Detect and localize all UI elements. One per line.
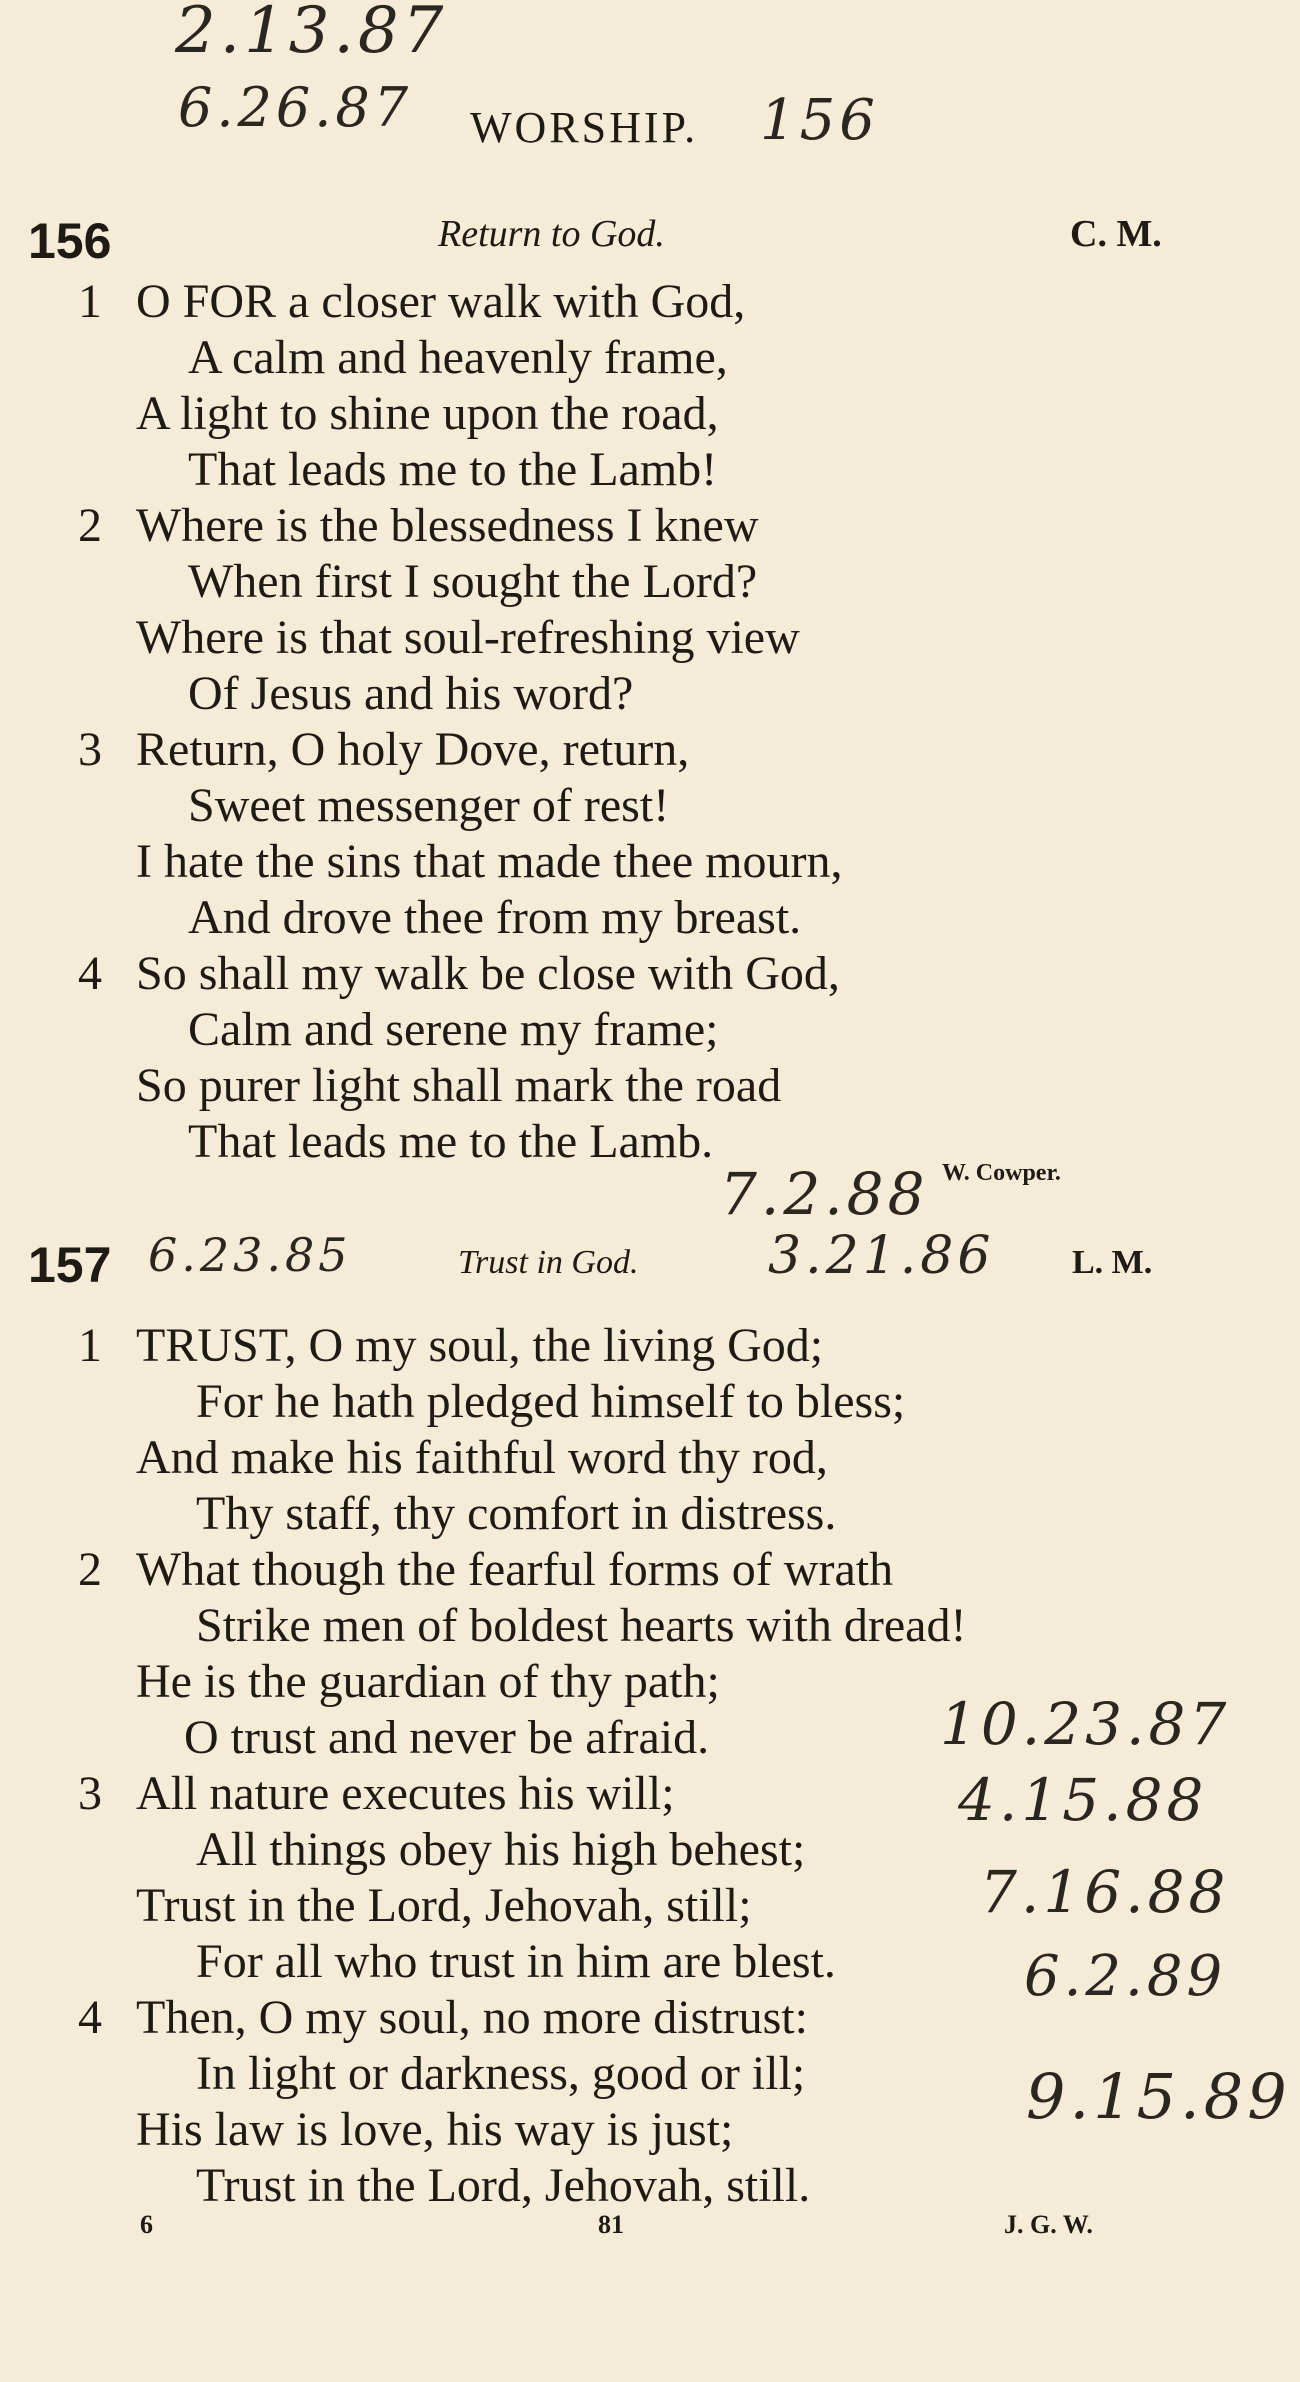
- footer-signature-mark: 6: [140, 2210, 153, 2239]
- verse-line: 4 Then, O my soul, no more distrust:: [78, 1991, 808, 2044]
- hymn-number: 156: [28, 213, 112, 269]
- verse-line: 1 TRUST, O my soul, the living God;: [78, 1319, 824, 1372]
- hymn-author: J. G. W.: [1004, 2210, 1093, 2239]
- verse-number: 1: [78, 1319, 102, 1372]
- verse-line: 3 Return, O holy Dove, return,: [78, 723, 690, 776]
- handwritten-date: 4.15.88: [958, 1766, 1208, 1834]
- verse-line: A calm and heavenly frame,: [188, 331, 728, 384]
- verse-number: 2: [78, 499, 102, 552]
- verse-line: 2 What though the fearful forms of wrath: [78, 1543, 894, 1596]
- handwritten-number: 156: [760, 88, 879, 153]
- handwritten-date: 6.2.89: [1024, 1944, 1227, 2009]
- verse-line: Trust in the Lord, Jehovah, still;: [136, 1879, 752, 1932]
- hymn-author: W. Cowper.: [942, 1160, 1061, 1186]
- verse-line: Sweet messenger of rest!: [188, 779, 670, 832]
- verse-line: Thy staff, thy comfort in distress.: [196, 1487, 837, 1540]
- verse-line: O trust and never be afraid.: [184, 1711, 710, 1764]
- hymn-title: Return to God.: [438, 213, 665, 255]
- verse-line: I hate the sins that made thee mourn,: [136, 835, 843, 888]
- handwritten-date: 9.15.89: [1026, 2060, 1291, 2133]
- verse-line: 1 O FOR a closer walk with God,: [78, 275, 746, 328]
- hymn-meter: C. M.: [1070, 213, 1162, 255]
- verse-line: 4 So shall my walk be close with God,: [78, 947, 840, 1000]
- verse-line: That leads me to the Lamb!: [188, 443, 718, 496]
- handwritten-date: 6.23.85: [148, 1228, 352, 1282]
- handwritten-date: 7.2.88: [720, 1160, 929, 1228]
- verse-line: 3 All nature executes his will;: [78, 1767, 675, 1820]
- handwritten-date: 7.16.88: [980, 1858, 1230, 1926]
- verse-line: His law is love, his way is just;: [136, 2103, 734, 2156]
- hymn-meter: L. M.: [1072, 1244, 1153, 1281]
- handwritten-date: 2.13.87: [175, 0, 448, 68]
- verse-number: 4: [78, 947, 102, 1000]
- verse-line: All things obey his high behest;: [196, 1823, 806, 1876]
- verse-number: 3: [78, 723, 102, 776]
- verse-line: When first I sought the Lord?: [188, 555, 758, 608]
- verse-line: 2 Where is the blessedness I knew: [78, 499, 759, 552]
- handwritten-date: 6.26.87: [178, 76, 413, 139]
- verse-line: Strike men of boldest hearts with dread!: [196, 1599, 967, 1652]
- handwritten-date: 10.23.87: [940, 1690, 1231, 1758]
- verse-number: 1: [78, 275, 102, 328]
- verse-line: A light to shine upon the road,: [136, 387, 719, 440]
- verse-line: And drove thee from my breast.: [188, 891, 802, 944]
- verse-line: In light or darkness, good or ill;: [196, 2047, 806, 2100]
- verse-number: 2: [78, 1543, 102, 1596]
- verse-line: That leads me to the Lamb.: [188, 1115, 714, 1168]
- verse-number: 4: [78, 1991, 102, 2044]
- hymn-title: Trust in God.: [458, 1244, 639, 1281]
- verse-line: Where is that soul-refreshing view: [136, 611, 800, 664]
- hymn-number: 157: [28, 1237, 112, 1293]
- verse-number: 3: [78, 1767, 102, 1820]
- verse-line: Trust in the Lord, Jehovah, still.: [196, 2159, 811, 2212]
- footer-page-code: 81: [598, 2210, 624, 2239]
- handwritten-date: 3.21.86: [768, 1226, 995, 1286]
- verse-line: So purer light shall mark the road: [136, 1059, 782, 1112]
- verse-line: For all who trust in him are blest.: [196, 1935, 836, 1988]
- verse-line: Calm and serene my frame;: [188, 1003, 719, 1056]
- verse-line: Of Jesus and his word?: [188, 667, 634, 720]
- verse-line: He is the guardian of thy path;: [136, 1655, 720, 1708]
- verse-line: And make his faithful word thy rod,: [136, 1431, 828, 1484]
- verse-line: For he hath pledged himself to bless;: [196, 1375, 906, 1428]
- section-header: WORSHIP.: [470, 103, 699, 152]
